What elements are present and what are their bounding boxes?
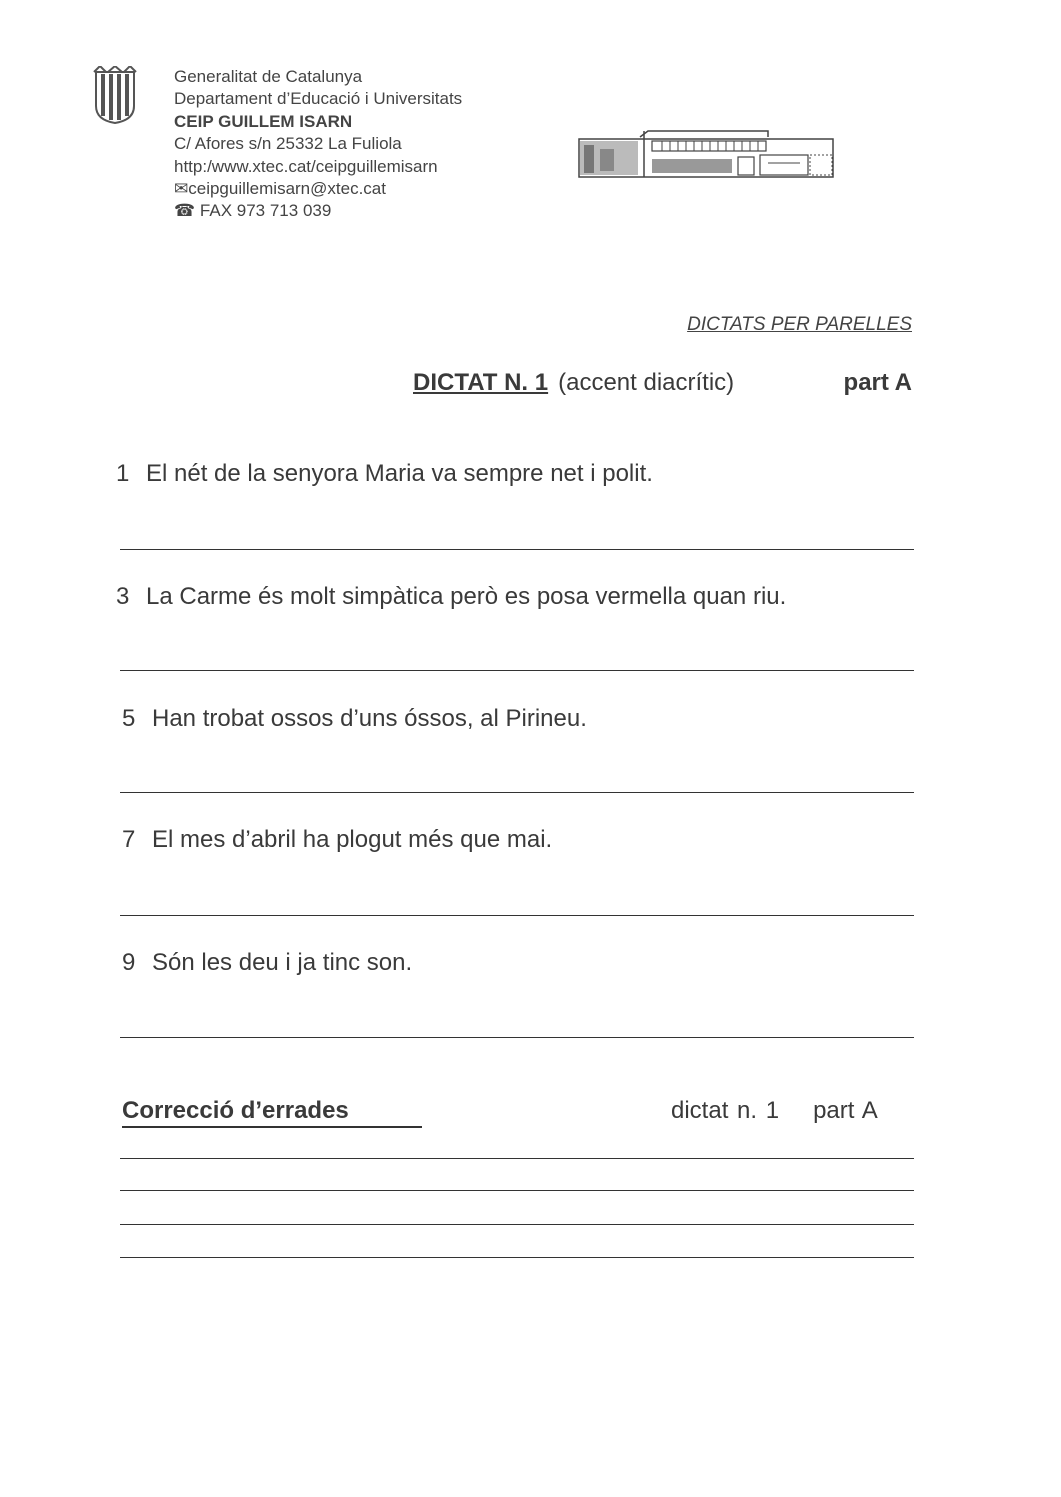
- school-fax: FAX 973 713 039: [199, 201, 332, 221]
- answer-line: [120, 670, 914, 671]
- correction-title: Correcció d’errades: [122, 1097, 349, 1124]
- department-name: Departament d’Educació i Universitats: [174, 89, 463, 109]
- sentence-item: [116, 583, 786, 611]
- school-header: [174, 66, 462, 223]
- correction-line: [120, 1190, 914, 1191]
- school-email: ceipguillemisarn@xtec.cat: [188, 179, 386, 199]
- sentence-number: 9: [122, 949, 136, 976]
- answer-line: [120, 1037, 914, 1038]
- school-name: CEIP GUILLEM ISARN: [174, 111, 353, 131]
- school-address: C/ Afores s/n 25332 La Fuliola: [174, 134, 402, 154]
- dictation-topic: (accent diacrític): [558, 369, 735, 396]
- generalitat-logo-icon: [92, 66, 138, 124]
- correction-line: [120, 1158, 914, 1159]
- sentence-item: [122, 826, 552, 854]
- answer-line: [120, 792, 914, 793]
- sentence-text: El mes d’abril ha plogut més que mai.: [152, 826, 553, 853]
- org-name: Generalitat de Catalunya: [174, 67, 363, 86]
- correction-line: [120, 1224, 914, 1225]
- dictation-number: DICTAT N. 1: [413, 369, 549, 396]
- school-fax-row: [174, 200, 462, 222]
- correction-meta: [671, 1097, 878, 1125]
- correction-dictat-number: dictat n. 1: [671, 1097, 780, 1124]
- sentence-number: 1: [116, 460, 130, 487]
- sentence-item: [122, 705, 587, 733]
- dictation-part: part A: [843, 369, 912, 396]
- sentence-number: 3: [116, 583, 130, 610]
- phone-icon: ☎: [174, 201, 196, 221]
- sentence-text: La Carme és molt simpàtica però es posa vermella quan riu.: [146, 583, 787, 610]
- school-url: http:/www.xtec.cat/ceipguillemisarn: [174, 156, 438, 176]
- sentence-text: El nét de la senyora Maria va sempre net i polit.: [146, 460, 653, 487]
- school-email-row: [174, 178, 462, 200]
- sentence-item: [116, 460, 653, 488]
- sentence-number: 5: [122, 705, 136, 732]
- envelope-icon: ✉: [174, 179, 189, 199]
- answer-line: [120, 549, 914, 550]
- school-building-illustration: [578, 127, 834, 179]
- sentence-text: Són les deu i ja tinc son.: [152, 949, 413, 976]
- sentence-number: 7: [122, 826, 136, 853]
- worksheet-subtitle: DICTATS PER PARELLES: [687, 314, 912, 335]
- sentence-item: [122, 949, 412, 977]
- dictation-title: [413, 369, 734, 397]
- correction-line: [120, 1257, 914, 1258]
- sentence-text: Han trobat ossos d’uns óssos, al Pirineu.: [152, 705, 587, 732]
- correction-part: part A: [813, 1097, 878, 1124]
- correction-title-underline: [122, 1126, 422, 1128]
- answer-line: [120, 915, 914, 916]
